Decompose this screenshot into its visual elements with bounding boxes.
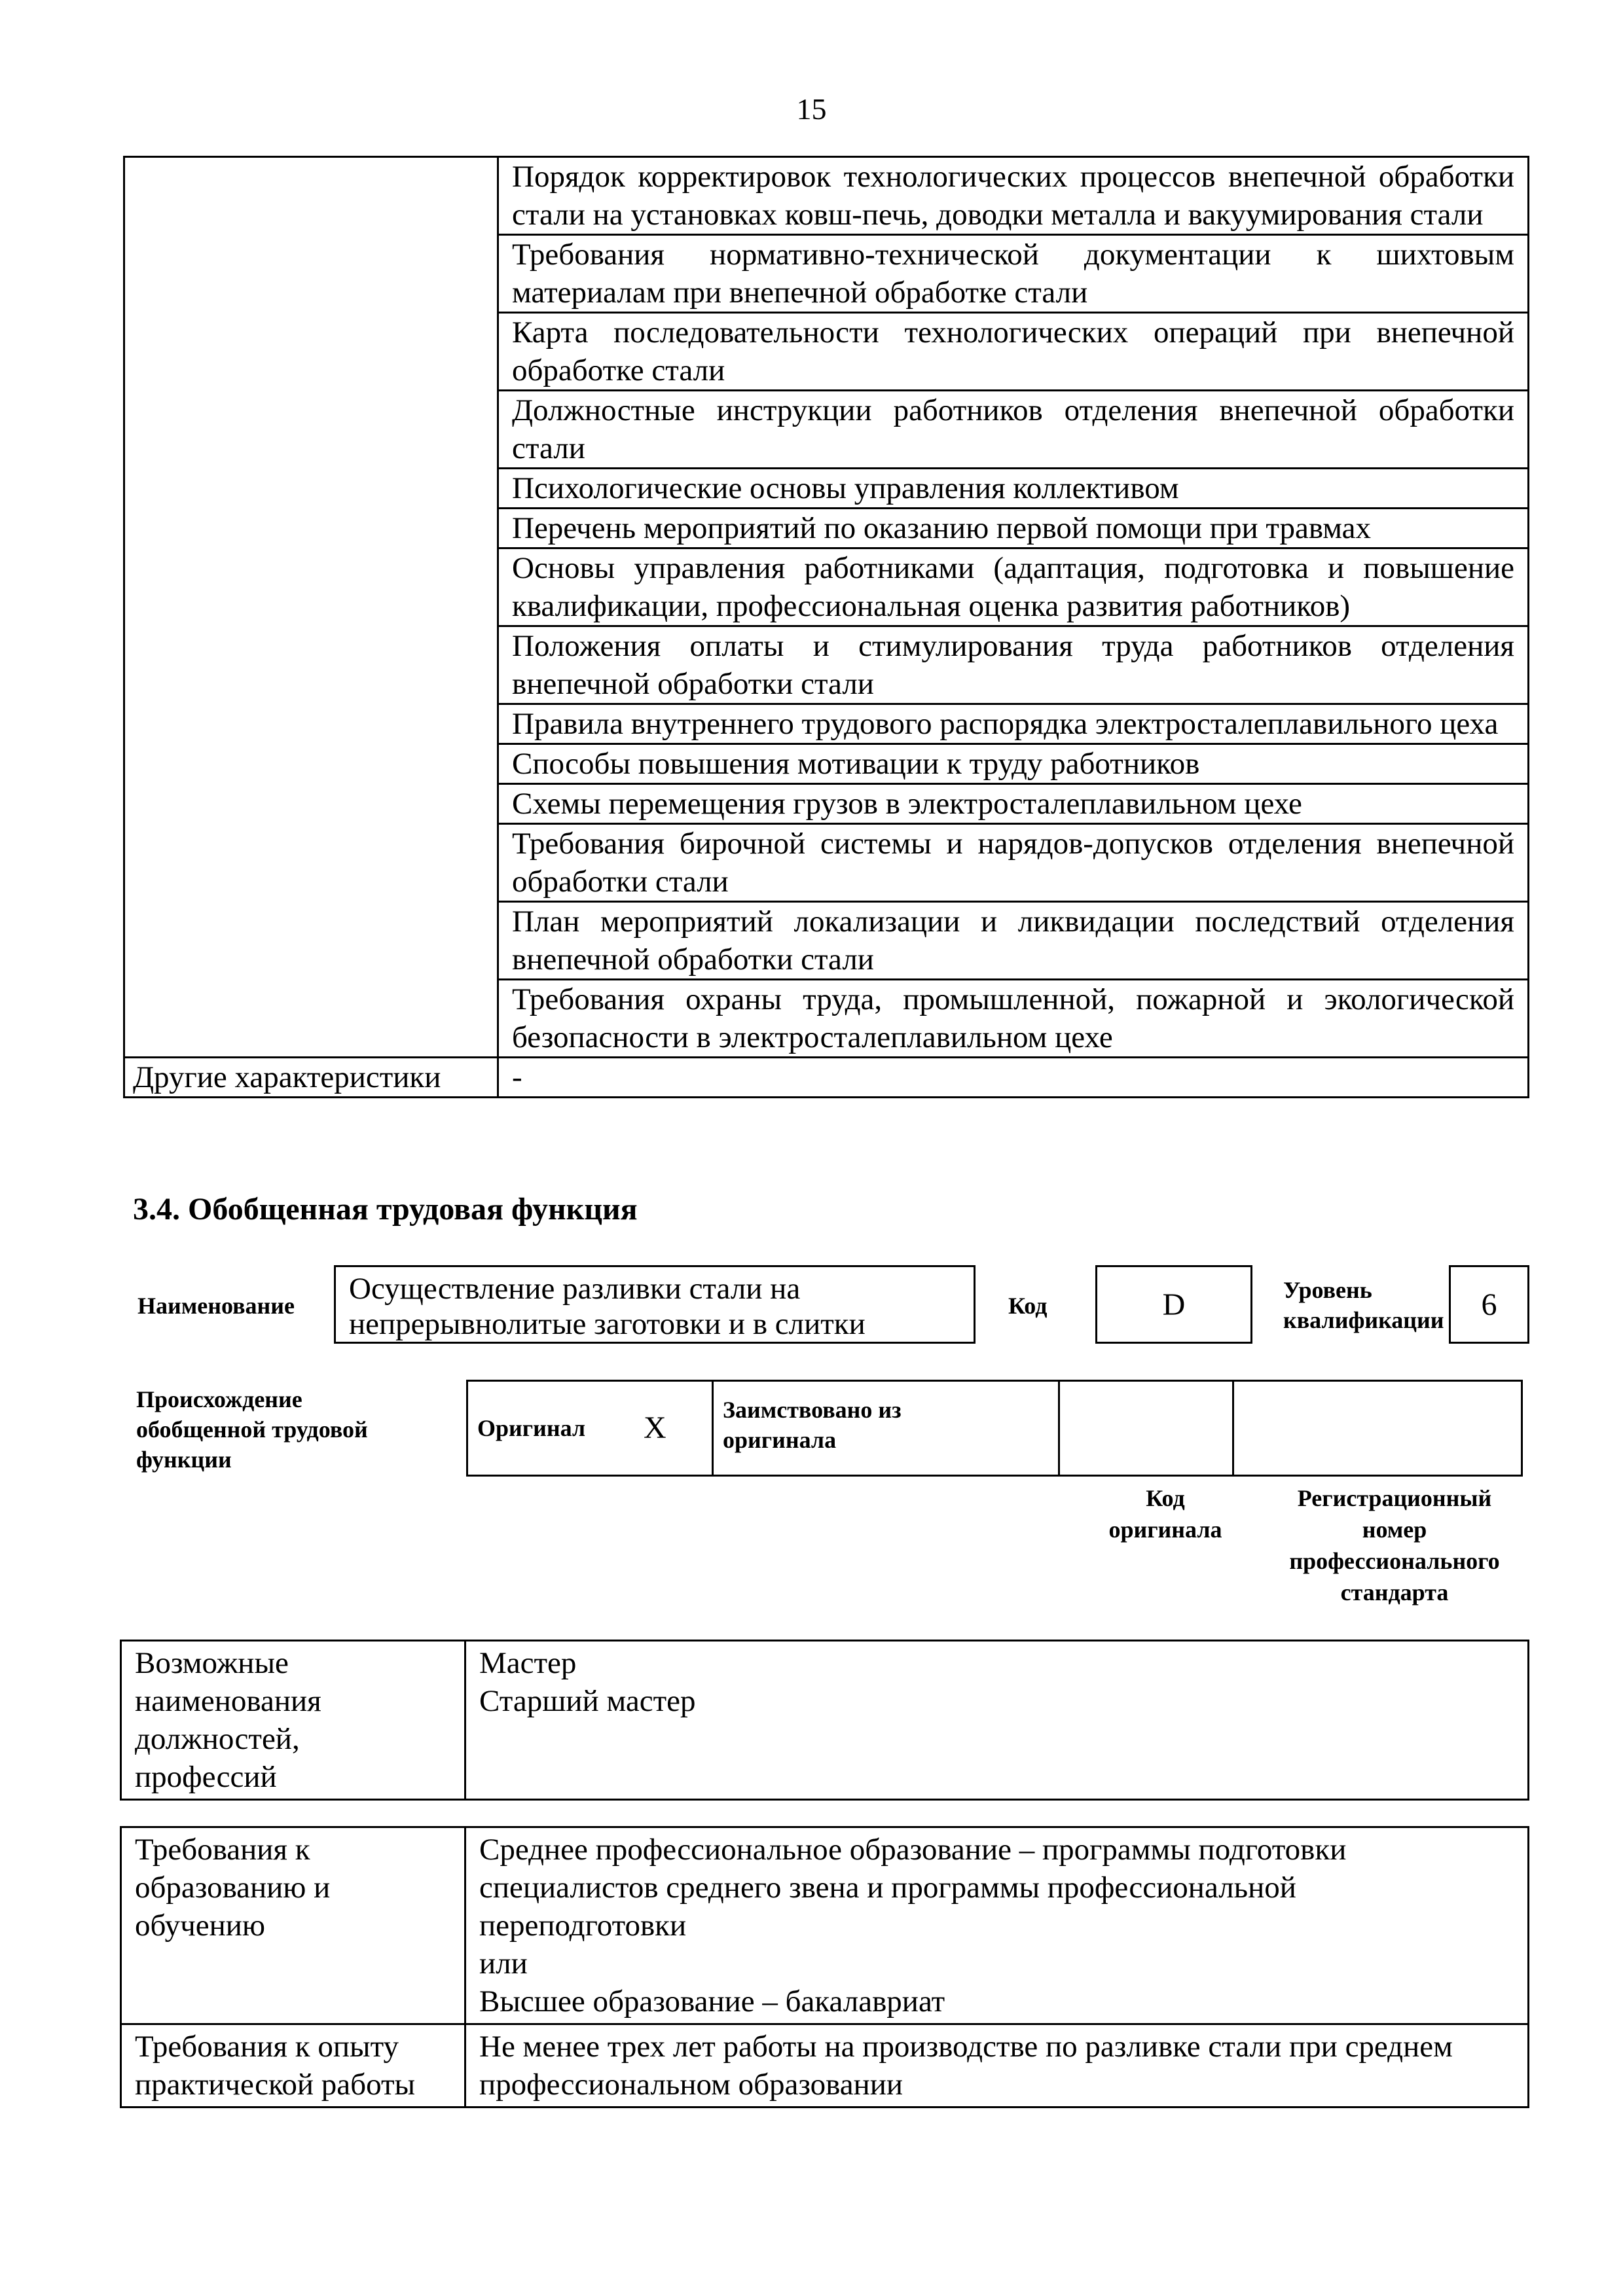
name-value-box	[334, 1265, 976, 1344]
table-cell: Способы повышения мотивации к труду работников	[498, 744, 1529, 784]
origin-table	[466, 1380, 1523, 1477]
origin-label-line: функции	[136, 1446, 232, 1473]
section-heading: 3.4. Обобщенная трудовая функция	[133, 1192, 638, 1227]
code-label: Код	[1008, 1293, 1048, 1319]
level-label-line: квалификации	[1283, 1307, 1444, 1333]
education-value-line: или	[479, 1946, 528, 1981]
education-value	[465, 1827, 1529, 2024]
table-cell: Требования бирочной системы и нарядов-допусков отделения внепечной обработки стали	[498, 824, 1529, 902]
table-cell: Должностные инструкции работников отделения внепечной обработки стали	[498, 391, 1529, 469]
name-value-line: Осуществление разливки стали на	[349, 1272, 801, 1306]
positions-table	[120, 1640, 1529, 1801]
caption-line: профессионального	[1289, 1548, 1500, 1574]
education-value-line: Среднее профессиональное образование – программы подготовки	[479, 1833, 1347, 1867]
education-label	[121, 1827, 465, 2024]
positions-value	[465, 1641, 1529, 1800]
positions-label-line: должностей,	[135, 1722, 300, 1756]
knowledge-table	[123, 156, 1529, 1098]
table-row	[124, 1058, 1529, 1098]
other-characteristics-label: Другие характеристики	[124, 1058, 498, 1098]
experience-label	[121, 2024, 465, 2108]
positions-label-line: Возможные	[135, 1646, 289, 1680]
experience-value-line: профессиональном образовании	[479, 2068, 903, 2102]
origin-label	[136, 1384, 368, 1475]
table-cell: Положения оплаты и стимулирования труда работников отделения внепечной обработки стали	[498, 626, 1529, 704]
registration-number-cell	[1233, 1381, 1522, 1476]
caption-line: номер	[1362, 1516, 1427, 1543]
positions-label	[121, 1641, 465, 1800]
table-cell: План мероприятий локализации и ликвидации последствий отделения внепечной обработки стали	[498, 902, 1529, 980]
caption-line: Код	[1146, 1485, 1185, 1511]
borrowed-label	[713, 1381, 1059, 1476]
education-label-line: обучению	[135, 1909, 266, 1943]
experience-value-line: Не менее трех лет работы на производстве по разливке стали при среднем	[479, 2030, 1453, 2064]
position-item: Старший мастер	[479, 1684, 696, 1718]
original-code-cell	[1059, 1381, 1233, 1476]
table-row	[121, 1827, 1529, 2024]
origin-label-line: обобщенной трудовой	[136, 1416, 368, 1443]
table-cell: Порядок корректировок технологических процессов внепечной обработки стали на установках ковш-печь, доводки металла и вакуумирования стали	[498, 157, 1529, 235]
table-row	[467, 1381, 1522, 1476]
table-cell: Карта последовательности технологических операций при внепечной обработке стали	[498, 313, 1529, 391]
level-value-box: 6	[1449, 1265, 1529, 1344]
code-value-box: D	[1095, 1265, 1252, 1344]
education-label-line: образованию и	[135, 1871, 331, 1905]
caption-line: стандарта	[1340, 1579, 1449, 1605]
table-row	[124, 157, 1529, 235]
experience-label-line: Требования к опыту	[135, 2030, 399, 2064]
level-label-line: Уровень	[1283, 1277, 1372, 1303]
education-label-line: Требования к	[135, 1833, 310, 1867]
other-characteristics-value: -	[498, 1058, 1529, 1098]
table-cell: Психологические основы управления коллективом	[498, 469, 1529, 509]
education-table	[120, 1826, 1529, 2108]
borrowed-label-line: оригинала	[723, 1427, 837, 1453]
table-row	[121, 1641, 1529, 1800]
education-value-line: переподготовки	[479, 1909, 687, 1943]
table-cell: Требования нормативно-технической документации к шихтовым материалам при внепечной обработке стали	[498, 235, 1529, 313]
experience-value	[465, 2024, 1529, 2108]
origin-label-line: Происхождение	[136, 1386, 302, 1412]
table-row	[121, 2024, 1529, 2108]
positions-label-line: профессий	[135, 1760, 277, 1794]
education-value-line: Высшее образование – бакалавриат	[479, 1984, 945, 2018]
level-label	[1283, 1275, 1444, 1335]
caption-line: оригинала	[1108, 1516, 1222, 1543]
table-cell: Перечень мероприятий по оказанию первой помощи при травмах	[498, 509, 1529, 548]
registration-number-caption	[1250, 1482, 1539, 1608]
page-number: 15	[796, 92, 827, 126]
education-value-line: специалистов среднего звена и программы профессиональной	[479, 1871, 1296, 1905]
table-cell: Основы управления работниками (адаптация, подготовка и повышение квалификации, профессиональная оценка развития работников)	[498, 548, 1529, 626]
table-cell: Схемы перемещения грузов в электросталеплавильном цехе	[498, 784, 1529, 824]
table-cell: Требования охраны труда, промышленной, пожарной и экологической безопасности в электросталеплавильном цехе	[498, 980, 1529, 1058]
position-item: Мастер	[479, 1646, 577, 1680]
experience-label-line: практической работы	[135, 2068, 416, 2102]
knowledge-label-cell	[124, 157, 498, 1058]
original-label: Оригинал	[467, 1381, 635, 1476]
original-code-caption	[1077, 1482, 1254, 1545]
name-label: Наименование	[137, 1293, 295, 1319]
name-value-line: непрерывнолитые заготовки и в слитки	[349, 1307, 866, 1341]
positions-label-line: наименования	[135, 1684, 321, 1718]
table-cell: Правила внутреннего трудового распорядка электросталеплавильного цеха	[498, 704, 1529, 744]
caption-line: Регистрационный	[1297, 1485, 1492, 1511]
borrowed-label-line: Заимствовано из	[723, 1397, 902, 1423]
original-mark: X	[634, 1381, 713, 1476]
